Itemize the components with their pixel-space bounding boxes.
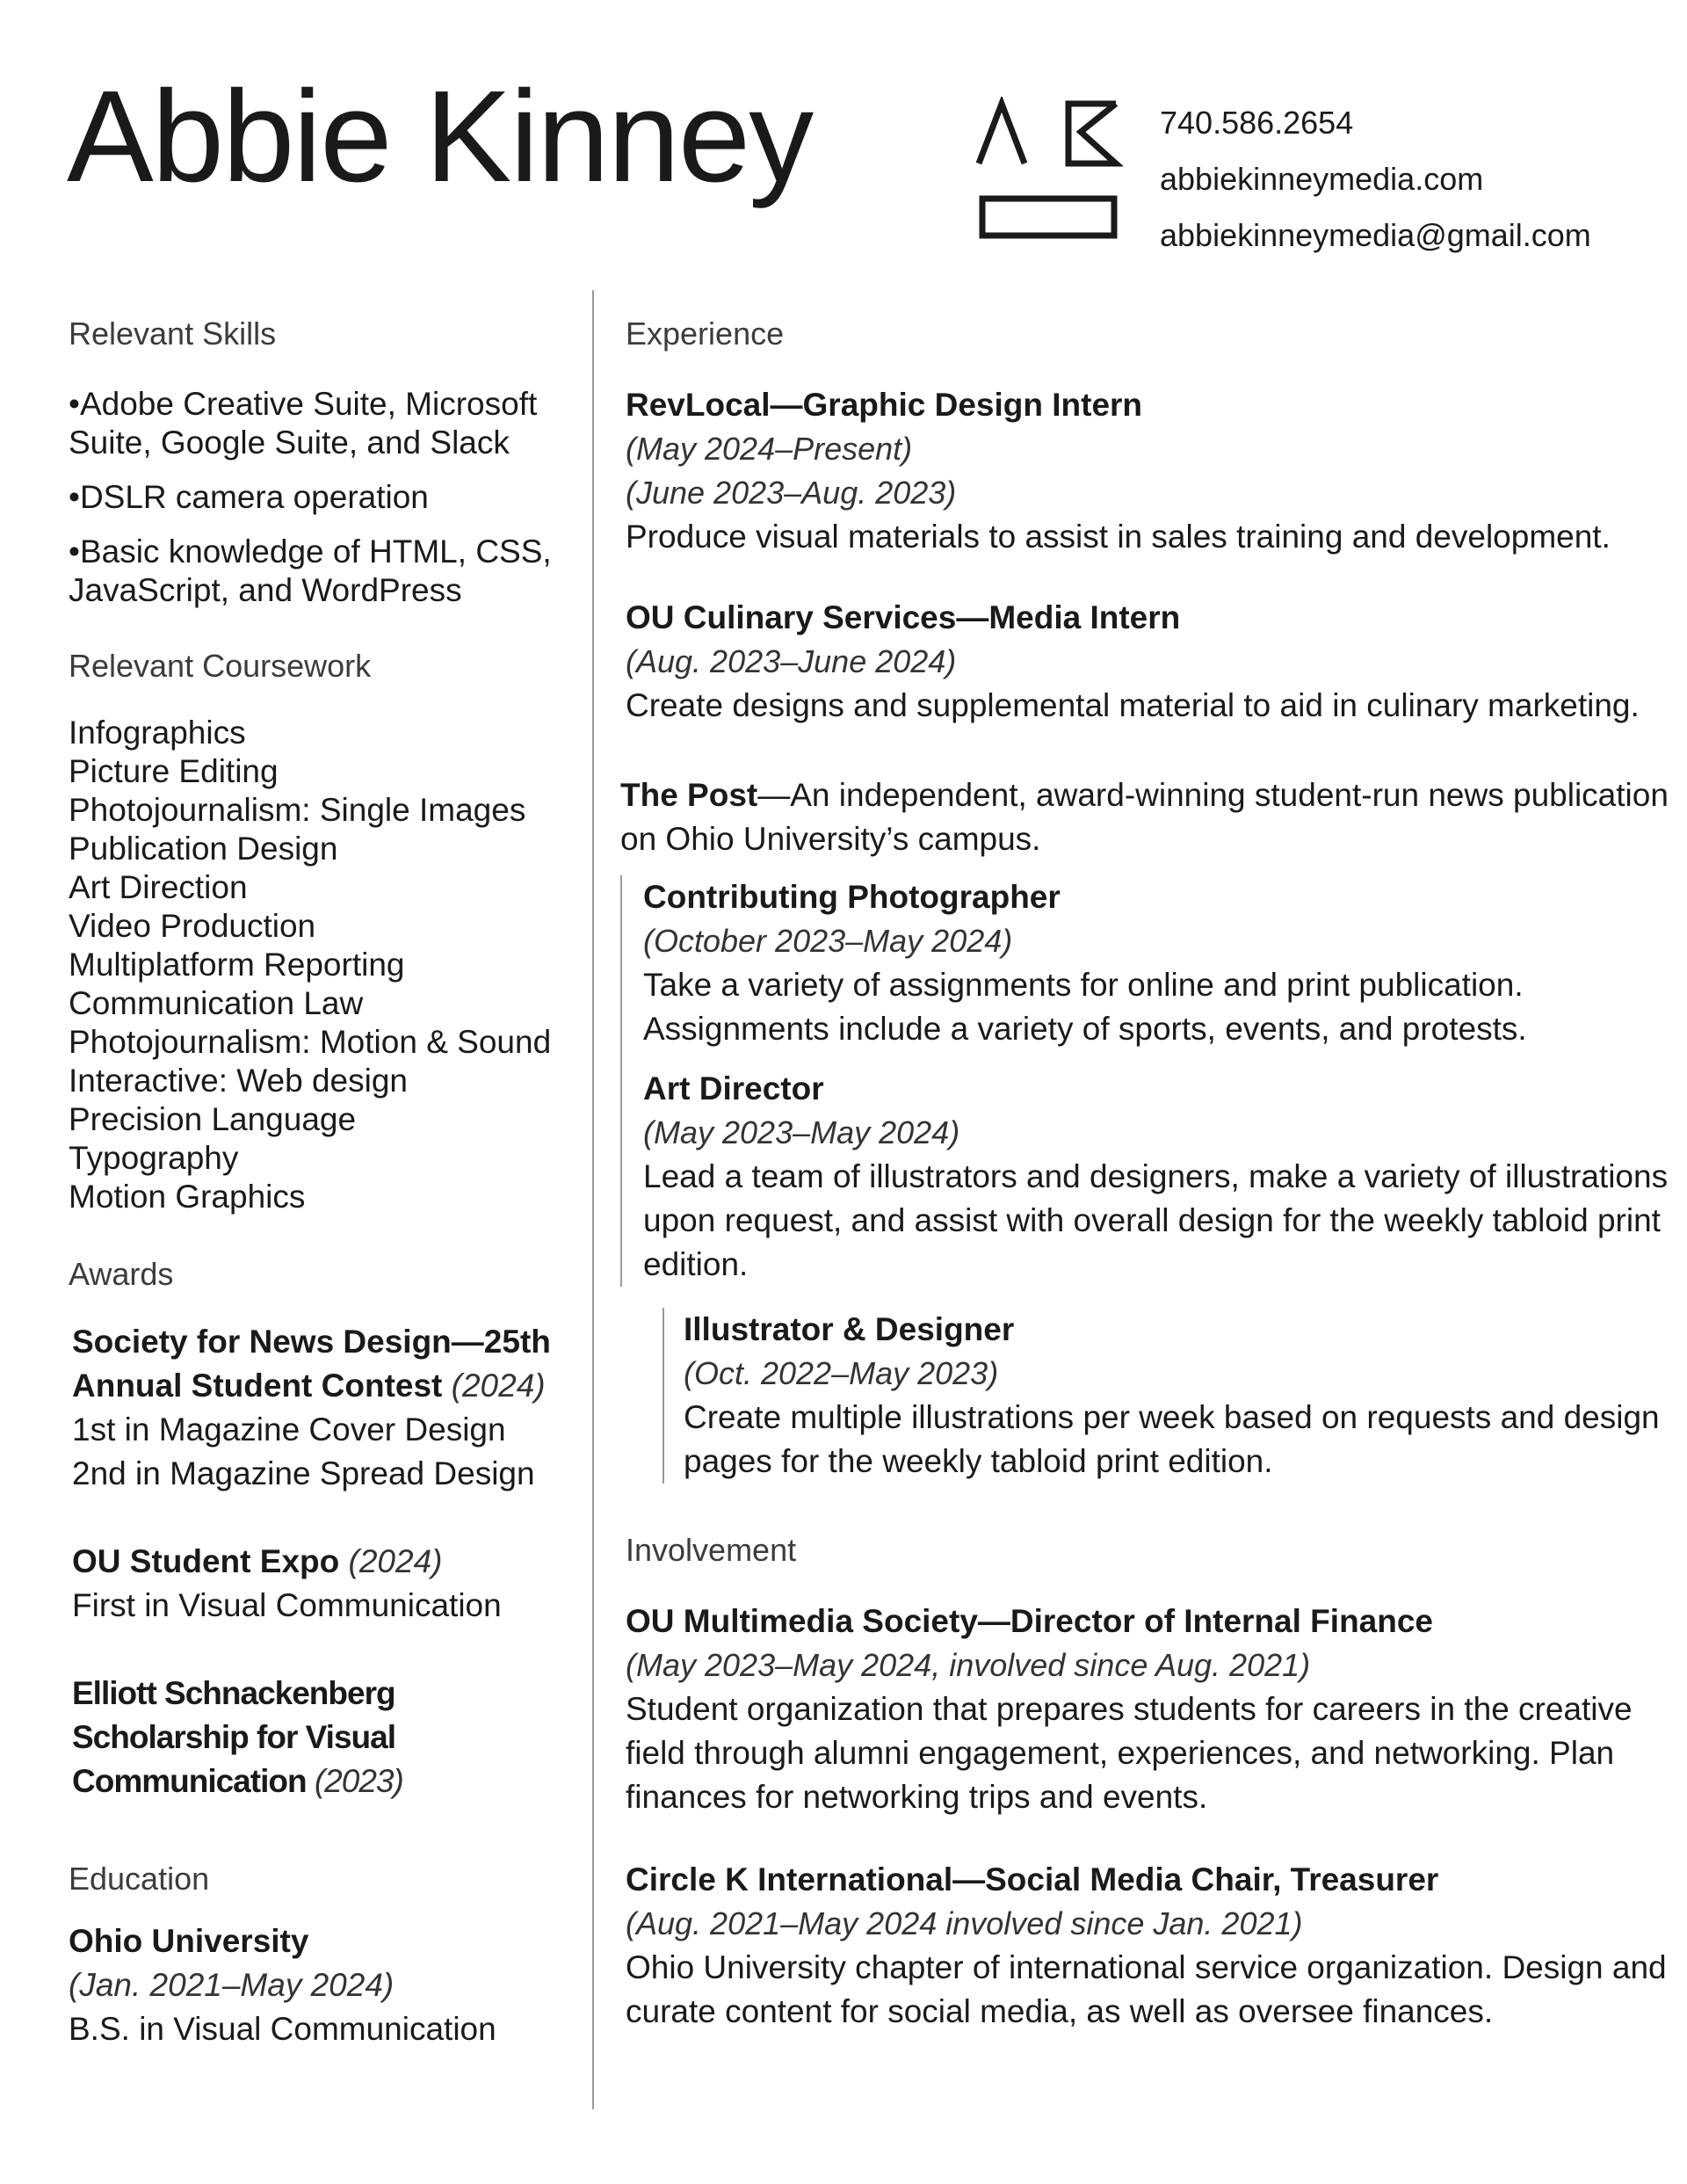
role-date: (Oct. 2022–May 2023) xyxy=(684,1355,999,1391)
course-item: Picture Editing xyxy=(69,753,279,789)
awards-heading: Awards xyxy=(69,1256,174,1292)
role-illustrator xyxy=(662,1308,1671,1484)
award-year: (2024) xyxy=(348,1543,443,1579)
course-item: Photojournalism: Single Images xyxy=(69,792,526,828)
role-title: Contributing Photographer xyxy=(643,879,1061,915)
award-title: Society for News Design—25th Annual Student Contest xyxy=(72,1324,551,1404)
org-title: Circle K International—Social Media Chair, Treasurer xyxy=(626,1861,1439,1897)
course-item: Infographics xyxy=(69,715,246,751)
education-heading: Education xyxy=(69,1861,210,1897)
experience-entry-culinary xyxy=(626,596,1671,728)
role-date: (October 2023–May 2024) xyxy=(643,923,1013,959)
role-description: Lead a team of illustrators and designers, make a variety of illustrations upon request, and assist with overall design for the weekly tabloid print edition. xyxy=(643,1158,1669,1282)
award-detail: 2nd in Magazine Spread Design xyxy=(72,1455,535,1491)
course-item: Interactive: Web design xyxy=(69,1063,408,1099)
role-title: Illustrator & Designer xyxy=(684,1311,1015,1347)
job-date: (May 2024–Present) xyxy=(626,431,913,467)
course-item: Video Production xyxy=(69,908,316,944)
org-description: Ohio University chapter of international service organization. Design and curate content for social media, as well as oversee finances. xyxy=(626,1949,1667,2029)
award-detail: 1st in Magazine Cover Design xyxy=(72,1411,506,1448)
skills-heading: Relevant Skills xyxy=(69,316,277,352)
award-item xyxy=(72,1320,578,1496)
experience-entry-revlocal xyxy=(626,383,1671,559)
education-dates: (Jan. 2021–May 2024) xyxy=(69,1967,395,2003)
award-title: Elliott Schnackenberg Scholarship for Visual Communication xyxy=(72,1675,395,1799)
role-date: (May 2023–May 2024) xyxy=(643,1114,960,1150)
post-roles xyxy=(620,875,1671,1287)
job-title: OU Culinary Services—Media Intern xyxy=(626,599,1181,635)
job-description: Produce visual materials to assist in sales training and development. xyxy=(626,519,1611,555)
resume-name: Abbie Kinney xyxy=(67,64,813,209)
award-item xyxy=(72,1540,578,1628)
involvement-entry xyxy=(626,1600,1671,1819)
org-date: (May 2023–May 2024, involved since Aug. 2021) xyxy=(626,1647,1311,1683)
phone-number: 740.586.2654 xyxy=(1160,105,1354,141)
job-title: The Post xyxy=(620,777,758,813)
involvement-entry xyxy=(626,1858,1671,2034)
course-item: Motion Graphics xyxy=(69,1179,306,1215)
job-description: Create designs and supplemental material to aid in culinary marketing. xyxy=(626,687,1640,723)
skills-list xyxy=(69,385,578,610)
course-item: Precision Language xyxy=(69,1101,357,1137)
course-item: Photojournalism: Motion & Sound xyxy=(69,1024,552,1060)
role-art-director xyxy=(643,1067,1671,1287)
degree: B.S. in Visual Communication xyxy=(69,2011,496,2047)
experience-entry-post xyxy=(620,773,1671,1484)
course-item: Publication Design xyxy=(69,831,338,867)
award-detail: First in Visual Communication xyxy=(72,1587,502,1623)
monogram-logo xyxy=(974,97,1123,244)
role-description: Create multiple illustrations per week based on requests and design pages for the weekly tabloid print edition. xyxy=(684,1399,1660,1479)
course-item: Art Direction xyxy=(69,869,248,905)
role-photographer xyxy=(643,875,1671,1051)
org-title: OU Multimedia Society—Director of Internal Finance xyxy=(626,1603,1434,1639)
awards-list xyxy=(69,1320,578,1803)
education-entry xyxy=(69,1919,578,2051)
job-title: RevLocal—Graphic Design Intern xyxy=(626,387,1143,423)
contact-block xyxy=(1160,95,1591,264)
award-year: (2024) xyxy=(451,1368,546,1404)
course-item: Communication Law xyxy=(69,985,364,1021)
email-link[interactable]: abbiekinneymedia@gmail.com xyxy=(1160,217,1591,253)
school-name: Ohio University xyxy=(69,1923,309,1959)
award-item xyxy=(72,1672,578,1803)
website-link[interactable]: abbiekinneymedia.com xyxy=(1160,161,1484,197)
skill-item: •Adobe Creative Suite, Microsoft Suite, Google Suite, and Slack xyxy=(69,386,538,461)
skill-item: •DSLR camera operation xyxy=(69,479,429,515)
award-year: (2023) xyxy=(314,1763,403,1799)
org-date: (Aug. 2021–May 2024 involved since Jan. 2021) xyxy=(626,1905,1303,1941)
job-date: (June 2023–Aug. 2023) xyxy=(626,475,957,511)
role-description: Take a variety of assignments for online and print publication. Assignments include a variety of sports, events, and protests. xyxy=(643,967,1527,1047)
post-intro xyxy=(620,773,1671,861)
experience-heading: Experience xyxy=(626,316,785,352)
left-column xyxy=(69,313,578,2051)
role-title: Art Director xyxy=(643,1070,824,1107)
involvement-heading: Involvement xyxy=(626,1532,797,1568)
skill-item: •Basic knowledge of HTML, CSS, JavaScript, and WordPress xyxy=(69,533,552,608)
right-column xyxy=(620,313,1671,2034)
course-item: Multiplatform Reporting xyxy=(69,947,405,983)
coursework-list xyxy=(69,714,578,1216)
post-tagline: —An independent, award-winning student-run news publication on Ohio University’s campus. xyxy=(620,777,1669,857)
course-item: Typography xyxy=(69,1140,239,1176)
award-title: OU Student Expo xyxy=(72,1543,340,1579)
coursework-heading: Relevant Coursework xyxy=(69,648,372,684)
org-description: Student organization that prepares students for careers in the creative field through alumni engagement, experiences, and networking. Plan finances for networking trips and events. xyxy=(626,1691,1633,1815)
column-divider xyxy=(592,290,594,2109)
job-date: (Aug. 2023–June 2024) xyxy=(626,643,957,679)
